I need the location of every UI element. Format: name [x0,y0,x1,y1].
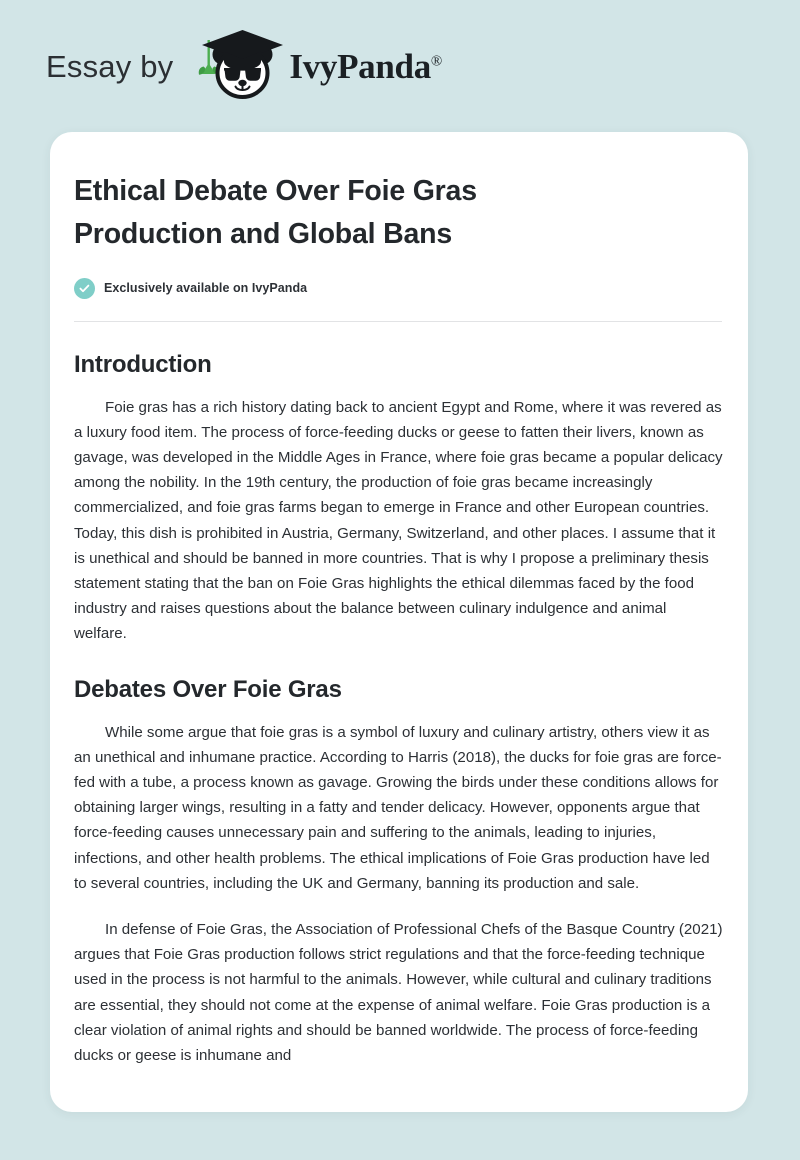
brand-name-text: IvyPanda [289,46,431,86]
check-circle-icon [74,278,95,299]
essay-by-label: Essay by [46,48,174,84]
paragraph: While some argue that foie gras is a symbol of luxury and culinary artistry, others view it as an unethical and inhumane practice. According to Harris (2018), the ducks for foie gras are force-fed with a tube, a process known as gavage. Growing the birds under these conditions allows for obtaining larger wings, resulting in a fatty and tender delicacy. However, opponents argue that force-feeding causes unnecessary pain and suffering to the animals, leading to injuries, infections, and other health problems. The ethical implications of Foie Gras production have led to several countries, including the UK and Germany, banning its production and sale. [74,723,722,892]
panda-graduate-icon [191,26,287,106]
essay-paper-card [50,132,748,1112]
brand-header [0,0,800,132]
paragraph: Foie gras has a rich history dating back to ancient Egypt and Rome, where it was revered as a luxury food item. The process of force-feeding ducks or geese to fatten their livers, known as gavage, was developed in the Middle Ages in France, where foie gras became a popular delicacy among the nobility. In the 19th century, the production of foie gras became increasingly commercialized, and foie gras farms began to emerge in France and other European countries. Today, this dish is prohibited in Austria, Germany, Switzerland, and other places. I assume that it is unethical and should be banned in more countries. That is why I propose a preliminary thesis statement stating that the ban on Foie Gras highlights the ethical dilemmas faced by the food industry and raises questions about the balance between culinary indulgence and animal welfare. [74,398,723,643]
page-title: Ethical Debate Over Foie Gras Production and Global Bans [74,175,477,250]
paragraph: In defense of Foie Gras, the Association of Professional Chefs of the Basque Country (2021) argues that Foie Gras production follows strict regulations and that the force-feeding technique used in the process is not harmful to the animals. However, while cultural and culinary traditions are essential, they should not come at the expense of animal welfare. Foie Gras production is a clear violation of animal rights and should be banned worldwide. The process of force-feeding ducks or geese is inhumane and [74,920,723,1064]
brand-wordmark [289,46,443,86]
section-heading: Introduction [74,350,212,378]
title-divider [74,321,722,322]
status-badge-label: Exclusively available on IvyPanda [104,281,308,295]
status-badge [74,278,723,299]
section-heading: Debates Over Foie Gras [74,675,342,703]
ivypanda-logo[interactable] [191,26,442,106]
section-debates-over-foie-gras [74,676,723,1069]
section-introduction [74,351,723,647]
registered-trademark-mark: ® [430,52,443,69]
